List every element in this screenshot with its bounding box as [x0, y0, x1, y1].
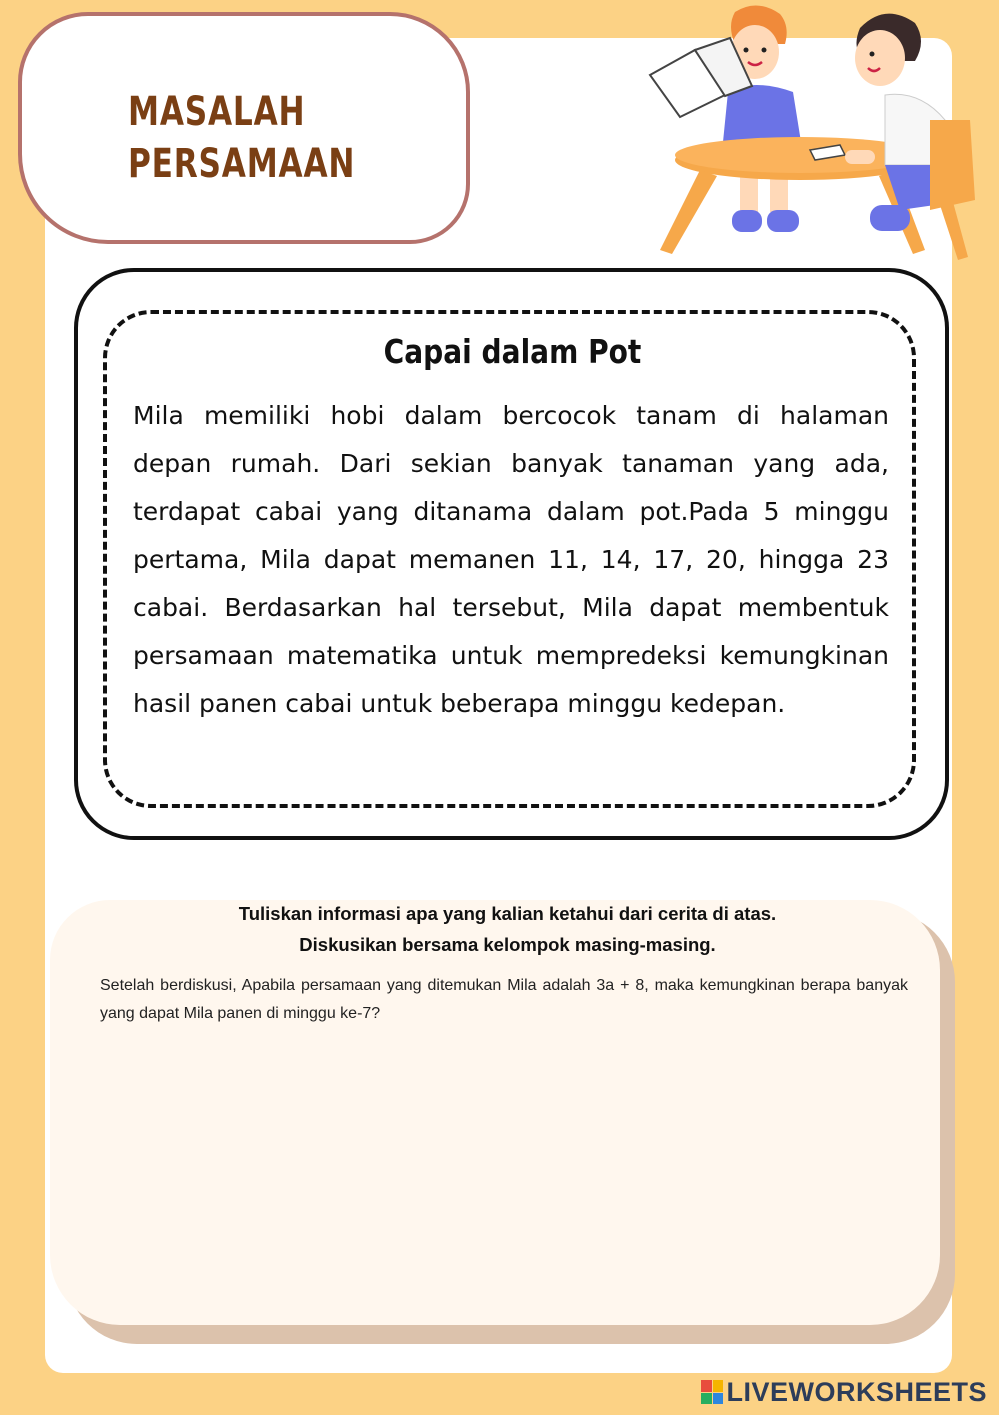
- instruction-line-2: Diskusikan bersama kelompok masing-masing.: [299, 934, 716, 955]
- story-text: Mila memiliki hobi dalam bercocok tanam di halaman depan rumah. Dari sekian banyak tanaman yang ada, terdapat cabai yang ditanama dalam pot.Pada 5 minggu pertama, Mila dapat memanen 11, 14, 17, 20, hingga 23 cabai. Berdasarkan hal tersebut, Mila dapat membentuk persamaan matematika untuk mempredeksi kemungkinan hasil panen cabai untuk beberapa minggu kedepan.: [133, 401, 889, 718]
- instruction-line-1: Tuliskan informasi apa yang kalian ketahui dari cerita di atas.: [238, 903, 777, 924]
- liveworksheets-logo: [701, 1377, 987, 1407]
- task-instruction: [60, 898, 955, 960]
- title-line-2: PERSAMAAN: [128, 141, 356, 187]
- logo-text: LIVEWORKSHEETS: [726, 1376, 987, 1407]
- page-title: [128, 86, 355, 190]
- answer-area[interactable]: [50, 900, 940, 1325]
- title-line-1: MASALAH: [128, 89, 306, 135]
- task-question: Setelah berdiskusi, Apabila persamaan yang ditemukan Mila adalah 3a + 8, maka kemungkinan berapa banyak yang dapat Mila panen di minggu ke-7?: [100, 977, 908, 1022]
- kids-illustration: [640, 0, 995, 262]
- story-title: Capai dalam Pot: [383, 332, 642, 371]
- logo-icon: [701, 1380, 723, 1404]
